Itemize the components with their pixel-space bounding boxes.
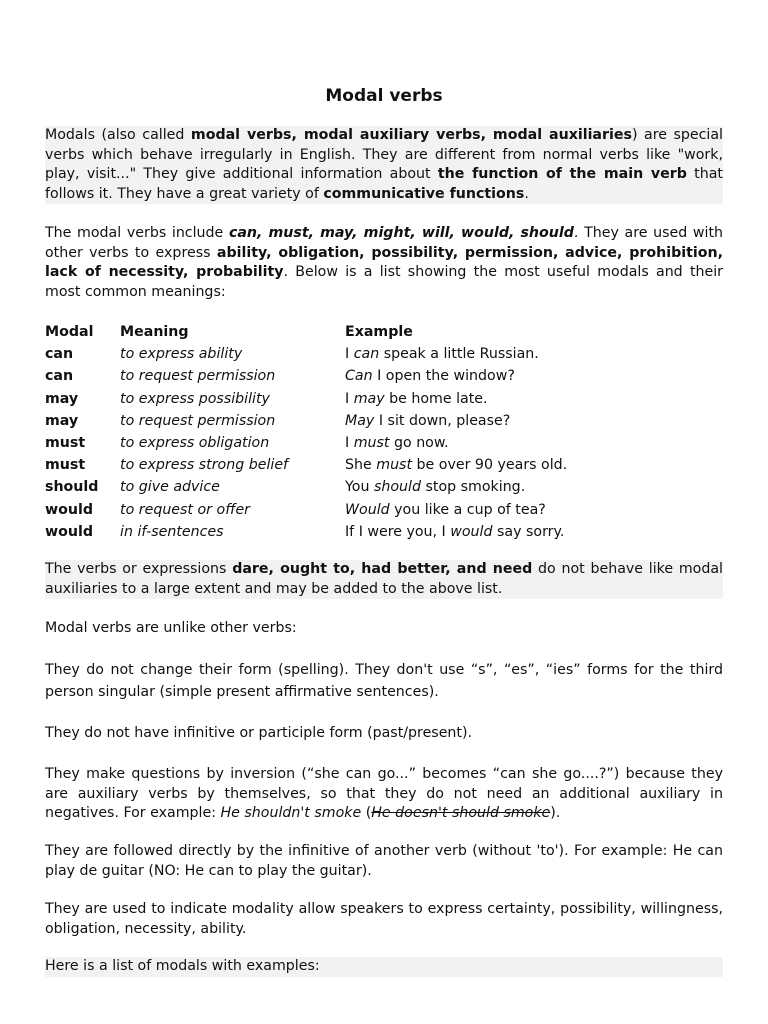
- modal-verbs-list: can, must, may, might, will, would, should: [228, 225, 574, 241]
- meaning-cell: to request permission: [120, 368, 276, 385]
- modal-cell: would: [45, 501, 93, 518]
- bold-term: modal verbs, modal auxiliary verbs, modal auxiliaries: [190, 127, 632, 143]
- example-cell: May I sit down, please?: [345, 412, 511, 429]
- meaning-cell: to express obligation: [120, 434, 270, 451]
- form-paragraph: They do not change their form (spelling). They don't use “s”, “es”, “ies” forms for the third person singular (simple present affirmative sentences).: [45, 662, 723, 700]
- meaning-cell: to express strong belief: [120, 457, 289, 474]
- bold-term: ability, obligation, possibility, permission, advice, prohibition, lack of necessity, probability: [45, 244, 723, 280]
- table-row: [45, 365, 723, 387]
- correct-example: He shouldn't smoke: [220, 805, 362, 821]
- table-row: [45, 388, 723, 410]
- example-cell: Can I open the window?: [345, 368, 515, 385]
- modal-cell: can: [45, 368, 74, 385]
- example-cell: Would you like a cup of tea?: [345, 501, 546, 518]
- modal-cell: would: [45, 523, 93, 540]
- page-title: Modal verbs: [325, 86, 443, 106]
- meaning-cell: to request permission: [120, 412, 276, 429]
- intro-paragraph: [45, 126, 723, 204]
- modal-list-paragraph: [45, 224, 723, 302]
- bold-term: the function of the main verb: [437, 166, 687, 182]
- text-span: ).: [550, 805, 561, 821]
- inversion-paragraph: [45, 765, 723, 824]
- infinitive-follow-paragraph: They are followed directly by the infinitive of another verb (without 'to'). For example: He can play de guitar (NO: He can to play the guitar).: [45, 843, 723, 879]
- table-row: [45, 499, 723, 521]
- list-intro-paragraph: Here is a list of modals with examples:: [45, 957, 723, 977]
- example-cell: If I were you, I would say sorry.: [345, 523, 565, 540]
- incorrect-example: He doesn't should smoke: [371, 805, 551, 821]
- modal-meanings-table: [45, 321, 723, 543]
- text-span: ) are special verbs which behave irregularly in English. They are different from normal verbs like "work, play, visit..." They give additional information about: [45, 127, 723, 182]
- bold-term: communicative functions: [323, 185, 525, 202]
- text-span: do not behave like modal auxiliaries to a large extent and may be added to the above list.: [45, 561, 723, 597]
- bold-term: dare, ought to, had better, and need: [232, 561, 533, 577]
- example-cell: She must be over 90 years old.: [345, 457, 568, 474]
- table-row: [45, 476, 723, 498]
- text-span: They make questions by inversion (“she can go...” becomes “can she go....?”) because they are auxiliary verbs by themselves, so that they do not need an additional auxiliary in negatives. For example:: [45, 766, 723, 821]
- table-row: [45, 432, 723, 454]
- text-span: The verbs or expressions: [45, 561, 233, 577]
- example-cell: I may be home late.: [345, 390, 488, 407]
- meaning-cell: to express possibility: [120, 390, 270, 407]
- table-row: [45, 343, 723, 365]
- example-cell: I must go now.: [345, 434, 449, 451]
- example-cell: I can speak a little Russian.: [345, 346, 539, 363]
- unlike-other-verbs-heading: Modal verbs are unlike other verbs:: [45, 620, 297, 636]
- text-span: . Below is a list showing the most useful modals and their most common meanings:: [45, 264, 723, 300]
- text-span: . They are used with other verbs to express: [45, 225, 724, 261]
- table-row: [45, 521, 723, 543]
- meaning-cell: to request or offer: [120, 501, 251, 518]
- modality-paragraph: They are used to indicate modality allow speakers to express certainty, possibility, willingness, obligation, necessity, ability.: [45, 901, 723, 937]
- modal-cell: may: [45, 390, 79, 407]
- meaning-cell: to give advice: [120, 479, 220, 496]
- header-example: Example: [345, 324, 413, 340]
- modal-cell: may: [45, 412, 79, 429]
- example-cell: You should stop smoking.: [345, 479, 526, 496]
- table-row: [45, 454, 723, 476]
- text-span: (: [361, 805, 372, 821]
- text-span: Modals (also called: [45, 127, 191, 143]
- modal-cell: must: [45, 457, 86, 474]
- modal-cell: must: [45, 434, 86, 451]
- table-row: [45, 410, 723, 432]
- modal-cell: should: [45, 479, 99, 496]
- table-header-row: [45, 321, 723, 343]
- header-modal: Modal: [45, 324, 94, 340]
- other-expressions-paragraph: [45, 560, 723, 599]
- text-span: that follows it. They have a great variety of: [45, 166, 723, 202]
- header-meaning: Meaning: [120, 324, 189, 340]
- meaning-cell: in if-sentences: [120, 523, 224, 540]
- text-span: .: [524, 185, 529, 202]
- text-span: The modal verbs include: [45, 225, 229, 241]
- modal-cell: can: [45, 346, 74, 363]
- infinitive-paragraph: They do not have infinitive or participle form (past/present).: [45, 725, 473, 741]
- meaning-cell: to express ability: [120, 346, 243, 363]
